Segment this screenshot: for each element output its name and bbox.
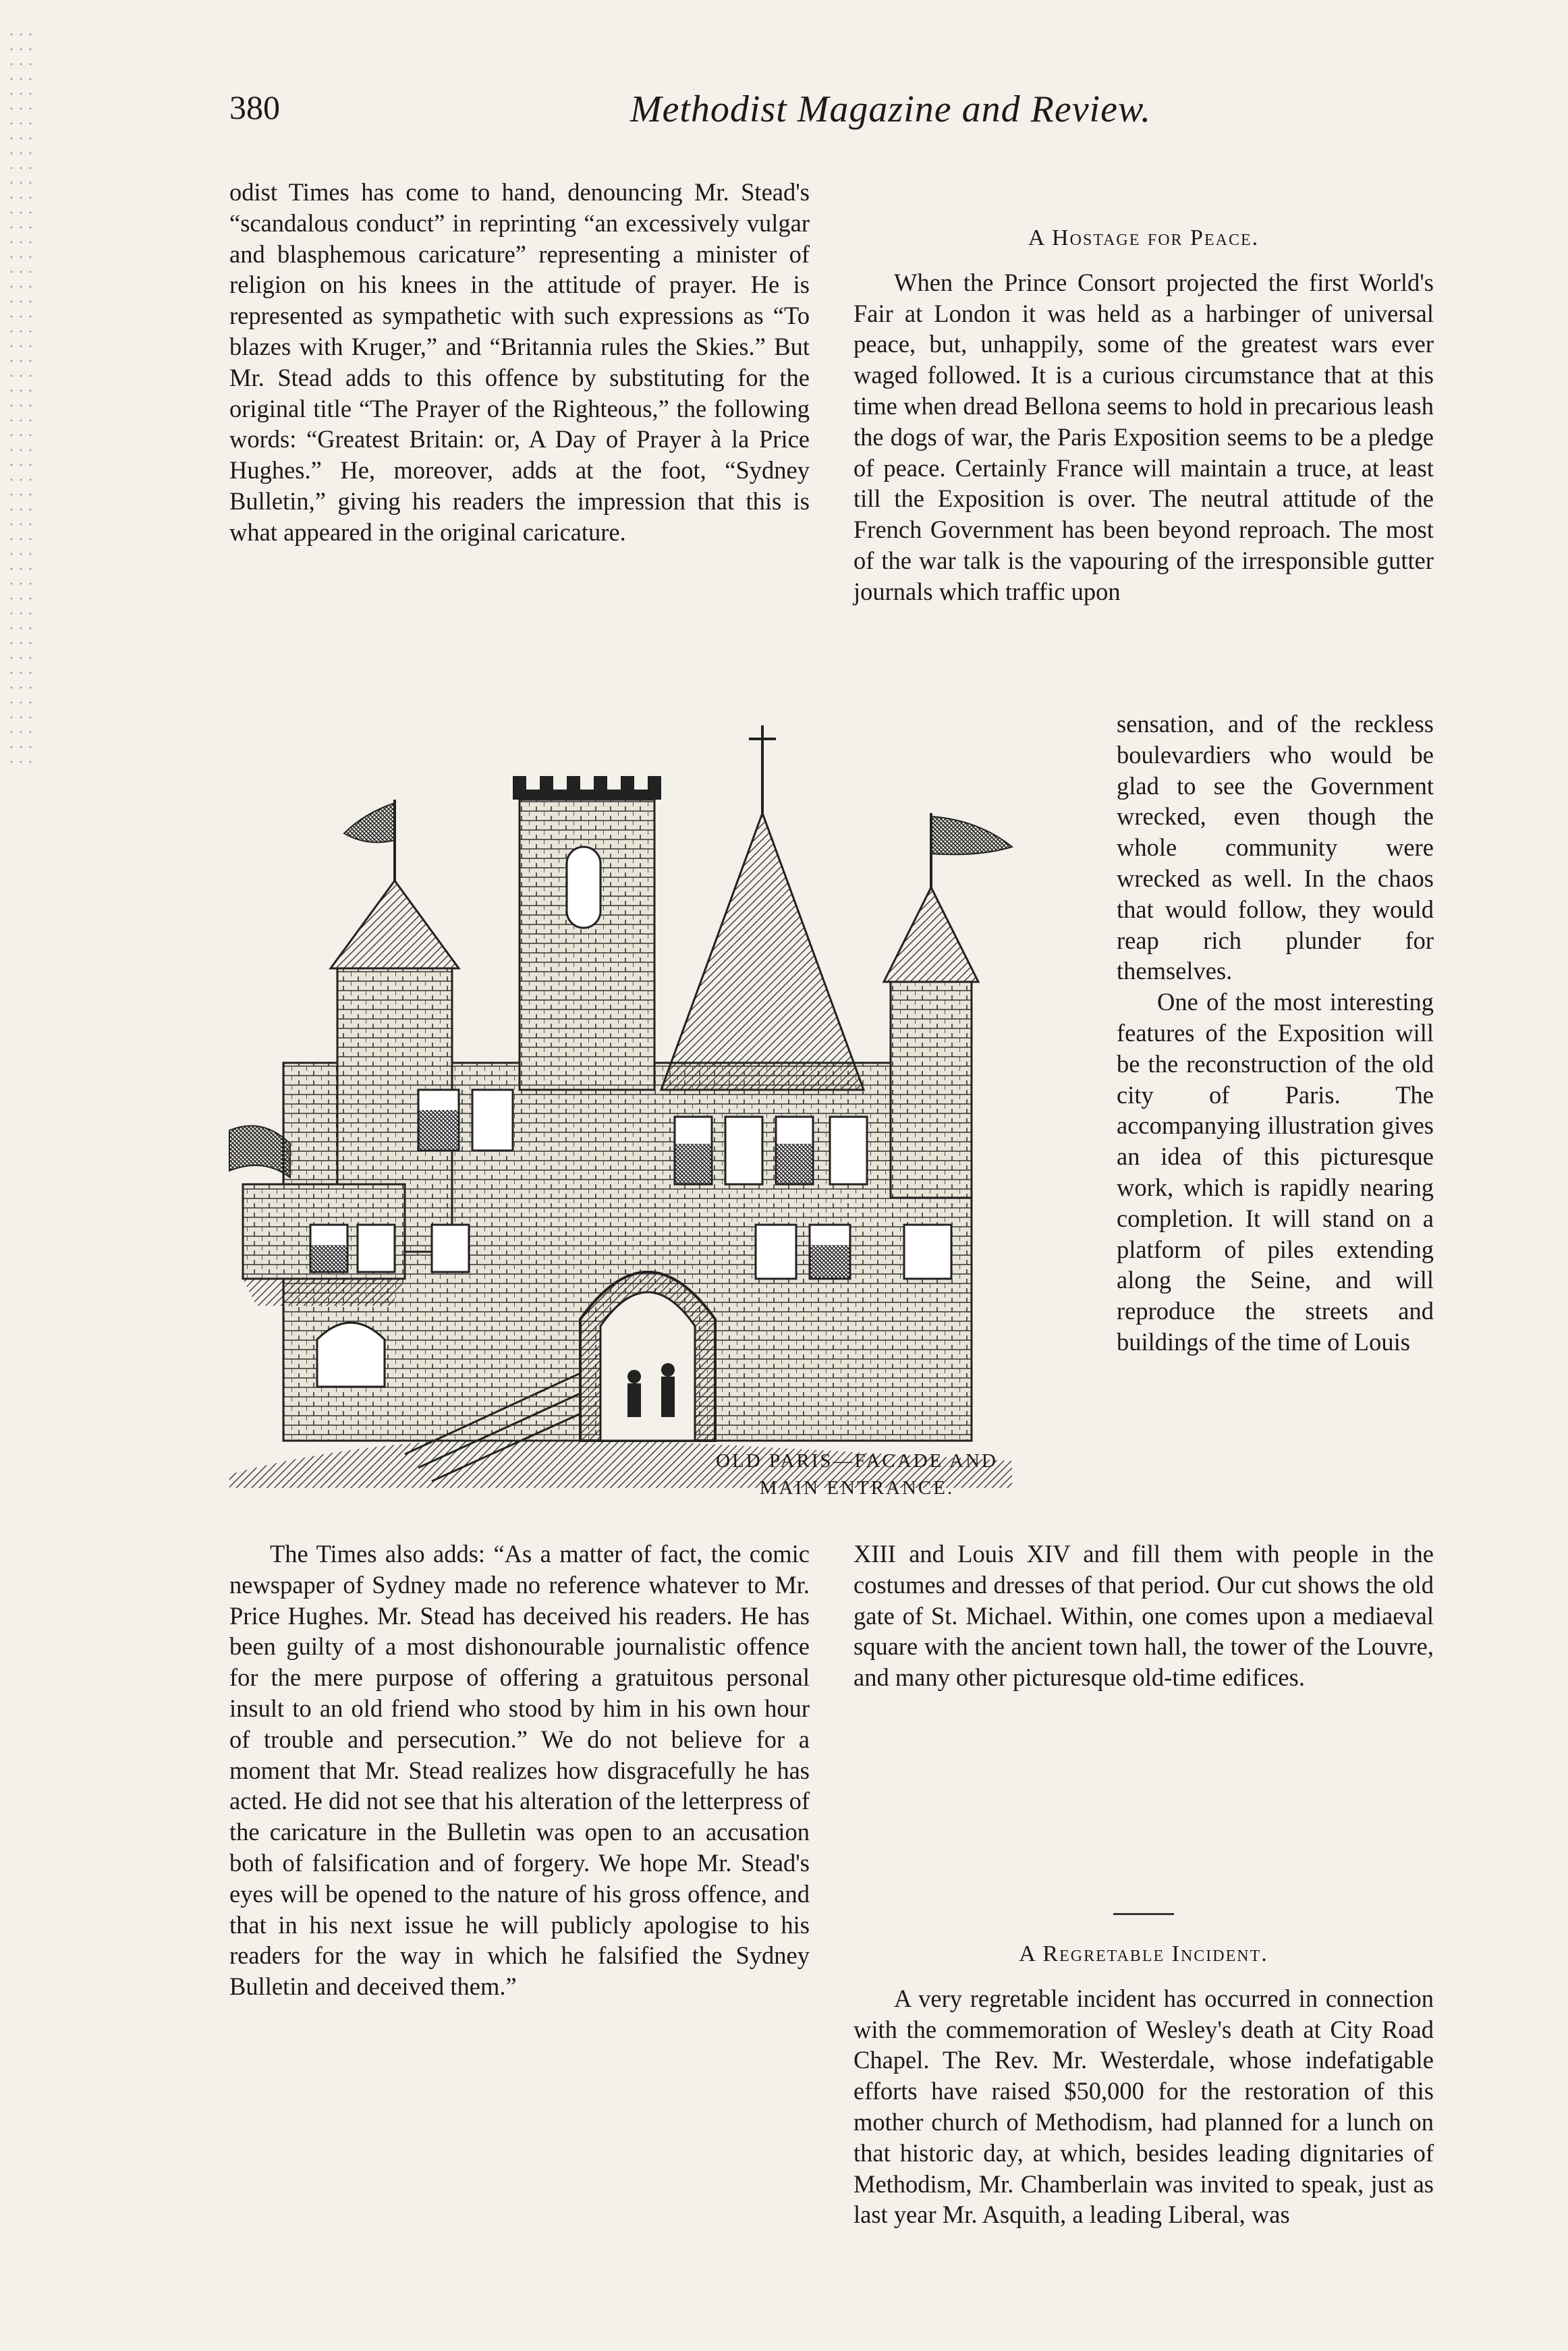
left-top-paragraph: odist Times has come to hand, denouncing Mr. Stead's “scandalous conduct” in reprinting “an excessively vulgar and blasphemous caricature” representing a minister of religion on his knees in the attitude of prayer. He is represented as sympathetic with such expressions as “To blazes with Kruger,” and “Britannia rules the Skies.” But Mr. Stead adds to this offence by substituting for the original title “The Prayer of the Righteous,” the following words: “Greatest Britain: or, A Day of Prayer à la Price Hughes.” He, moreover, adds at the foot, “Sydney Bulletin,” giving his readers the impression that this is what appeared in the original caricature.: [229, 178, 810, 546]
castle-engraving-icon: [202, 712, 1093, 1488]
section-divider: [1113, 1913, 1174, 1915]
margin-scan-marks: [7, 27, 34, 769]
hostage-paragraph-1-continued: sensation, and of the reckless boulevardiers who would be glad to see the Government wrecked, even though the whole community were wrecked as well. In the chaos that would follow, they would reap rich plunder for themselves.: [1117, 710, 1434, 985]
illustration-caption: [648, 1447, 1066, 1501]
left-column-bottom: [229, 1539, 810, 2217]
right-column-bottom: [853, 1539, 1434, 1903]
hostage-paragraph-2-continued: XIII and Louis XIV and fill them with people in the costumes and dresses of that period. Our cut shows the old gate of St. Michael. Within, one comes upon a mediaeval square with the ancient town hall, the tower of the Louvre, and many other picturesque old-time edifices.: [853, 1540, 1434, 1692]
hostage-paragraph-2: One of the most interesting features of the Exposition will be the reconstruction of the old city of Paris. The accompanying illustration gives an idea of this picturesque work, which is rapidly nearing completion. It will stand on a platform of piles extending along the Seine, and will reproduce the streets and buildings of the time of Louis: [1117, 988, 1434, 1356]
regretable-paragraph: A very regretable incident has occurred in connection with the commemoration of Wesley's death at City Road Chapel. The Rev. Mr. Westerdale, whose indefatigable efforts have raised $50,000 for the restoration of this mother church of Methodism, had planned for a lunch on that historic day, at which, besides leading dignitaries of Methodism, Mr. Chamberlain was invited to speak, just as last year Mr. Asquith, a leading Liberal, was: [853, 1984, 1434, 2229]
old-paris-illustration: [202, 712, 1093, 1488]
regretable-incident-section: [853, 1913, 1434, 2257]
caption-line-2: MAIN ENTRANCE.: [759, 1477, 955, 1499]
running-title: Methodist Magazine and Review.: [629, 88, 1152, 130]
page-header: [229, 88, 1349, 142]
page-number: 380: [229, 88, 280, 126]
right-column-top: [853, 223, 1434, 710]
caption-line-1: OLD PARIS—FACADE AND: [716, 1450, 998, 1472]
right-column-wrap: [1117, 709, 1434, 1534]
left-column-top: [229, 177, 810, 710]
section-title-hostage: A Hostage for Peace.: [1028, 225, 1260, 250]
left-bottom-paragraph: The Times also adds: “As a matter of fact, the comic newspaper of Sydney made no reference whatever to Mr. Price Hughes. Mr. Stead has deceived his readers. He has been guilty of a most dishonourable journalistic offence for the mere purpose of offering a gratuitous personal insult to an old friend who stood by him in his own hour of trouble and persecution.” We do not believe for a moment that Mr. Stead realizes how disgracefully he has acted. He did not see that his alteration of the letterpress of the caricature in the Bulletin was open to an accusation both of falsification and of forgery. We hope Mr. Stead's eyes will be opened to the nature of his gross offence, and that in his next issue he will publicly apologise to his readers for the way in which he falsified the Sydney Bulletin and deceived them.”: [229, 1540, 810, 2001]
hostage-paragraph-1: When the Prince Consort projected the first World's Fair at London it was held as a harbinger of universal peace, but, unhappily, some of the greatest wars ever waged followed. It is a curious circumstance that at this time when dread Bellona seems to hold in precarious leash the dogs of war, the Paris Exposition seems to be a pledge of peace. Certainly France will maintain a truce, at least till the Exposition is over. The neutral attitude of the French Government has been beyond reproach. The most of the war talk is the vapouring of the irresponsible gutter journals which traffic upon: [853, 268, 1434, 605]
section-title-regretable: A Regretable Incident.: [1019, 1941, 1268, 1966]
